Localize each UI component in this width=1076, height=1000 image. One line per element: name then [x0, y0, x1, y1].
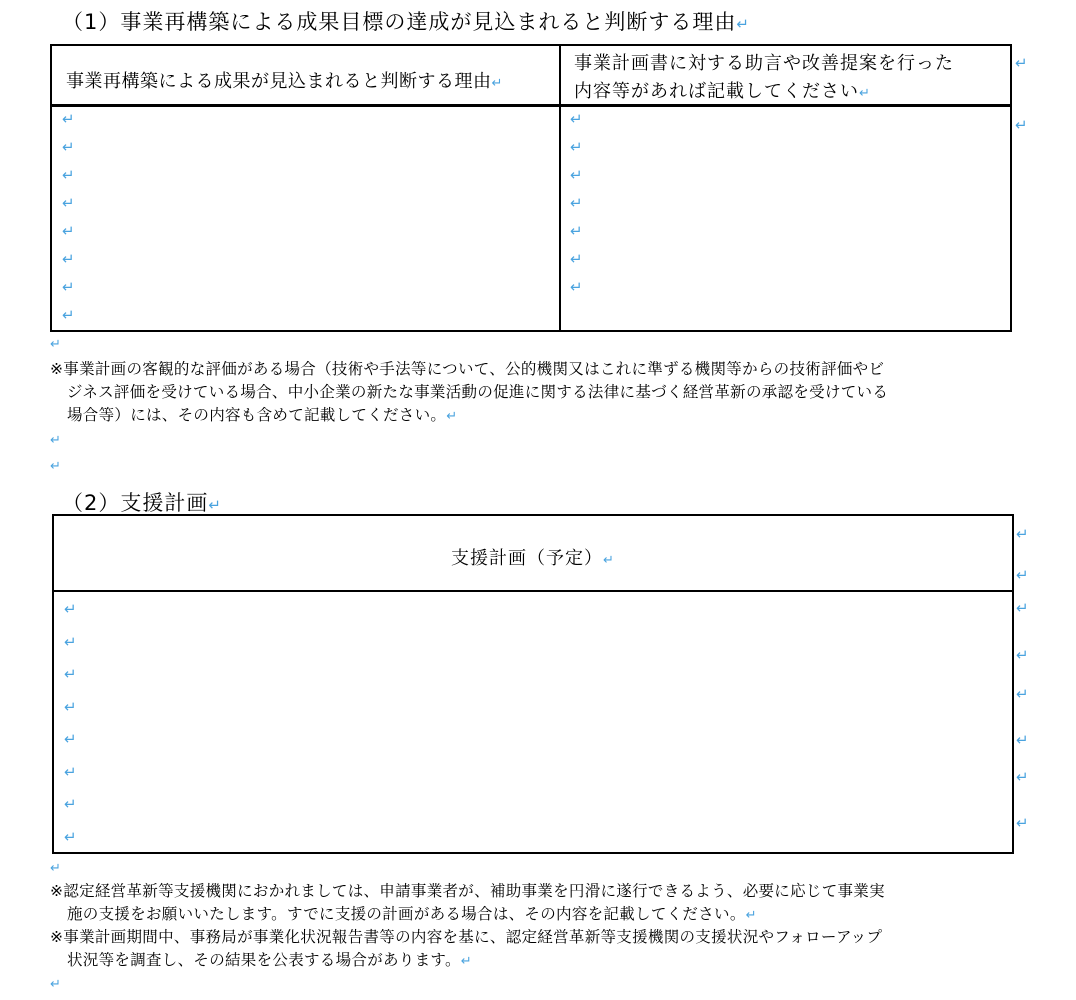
paragraph-mark: ↵ [446, 409, 458, 424]
empty-line[interactable]: ↵ [62, 166, 75, 184]
paragraph-mark: ↵ [736, 15, 750, 33]
disclosure-note-line2: 状況等を調査し、その結果を公表する場合があります。 [67, 951, 461, 969]
reason-input-cell[interactable] [62, 112, 75, 336]
support-plan-table [52, 514, 1014, 854]
empty-line[interactable]: ↵ [64, 827, 77, 846]
empty-line[interactable]: ↵ [64, 730, 77, 748]
support-plan-input-cell[interactable] [64, 602, 77, 862]
empty-line[interactable]: ↵ [64, 762, 77, 781]
advice-header-line2: 内容等があれば記載してください [574, 81, 859, 102]
evaluation-note-line2: ジネス評価を受けている場合、中小企業の新たな事業活動の促進に関する法律に基づく経営革新の承認を受けている [67, 383, 889, 401]
paragraph-mark: ↵ [745, 908, 757, 923]
table-header-divider [54, 590, 1012, 592]
support-note-line1: ※認定経営革新等支援機関におかれましては、申請事業者が、補助事業を円滑に遂行できるよう、必要に応じて事業実 [50, 882, 885, 900]
paragraph-mark: ↵ [859, 86, 871, 101]
empty-line[interactable]: ↵ [64, 665, 77, 683]
advice-header [574, 50, 954, 106]
empty-line[interactable]: ↵ [570, 166, 583, 184]
disclosure-note-line1: ※事業計画期間中、事務局が事業化状況報告書等の内容を基に、認定経営革新等支援機関の支援状況やフォローアップ [50, 928, 883, 946]
empty-line[interactable]: ↵ [570, 194, 583, 212]
empty-line[interactable]: ↵ [570, 110, 583, 128]
row-end-mark: ↵ [1016, 685, 1029, 703]
support-plan-header [54, 544, 1012, 570]
paragraph-mark: ↵ [50, 459, 61, 474]
paragraph-mark: ↵ [50, 861, 61, 876]
empty-line[interactable]: ↵ [62, 306, 75, 324]
row-end-mark: ↵ [1016, 646, 1029, 664]
empty-line[interactable]: ↵ [64, 697, 77, 716]
empty-line[interactable]: ↵ [570, 250, 583, 268]
empty-line[interactable]: ↵ [64, 600, 77, 618]
advice-input-cell[interactable] [570, 112, 583, 308]
empty-line[interactable]: ↵ [570, 138, 583, 156]
row-end-mark: ↵ [1016, 768, 1029, 786]
empty-line[interactable]: ↵ [570, 278, 583, 296]
advice-header-line1: 事業計画書に対する助言や改善提案を行った [574, 53, 954, 74]
empty-line[interactable]: ↵ [62, 278, 75, 296]
paragraph-mark: ↵ [50, 433, 61, 448]
section2-heading: （2）支援計画 [62, 491, 209, 515]
support-note-line2: 施の支援をお願いいたします。すでに支援の計画がある場合は、その内容を記載してください。 [67, 905, 746, 923]
empty-line[interactable]: ↵ [62, 250, 75, 268]
evaluation-note-line3: 場合等）には、その内容も含めて記載してください。 [67, 406, 447, 424]
reason-header-label: 事業再構築による成果が見込まれると判断する理由 [66, 71, 492, 92]
evaluation-note-line1: ※事業計画の客観的な評価がある場合（技術や手法等について、公的機関又はこれに準ずる機関等からの技術評価やビ [50, 360, 885, 378]
paragraph-mark: ↵ [50, 977, 61, 992]
evaluation-note [50, 358, 888, 427]
row-end-mark: ↵ [1015, 116, 1028, 134]
section1-heading-wrap [62, 6, 750, 36]
section1-heading: （1）事業再構築による成果目標の達成が見込まれると判断する理由 [62, 10, 737, 34]
paragraph-mark: ↵ [208, 496, 222, 514]
empty-line[interactable]: ↵ [64, 632, 77, 651]
empty-line[interactable]: ↵ [62, 194, 75, 212]
reason-table [50, 44, 1012, 332]
table-column-divider [559, 46, 561, 330]
row-end-mark: ↵ [1015, 54, 1028, 72]
reason-header [66, 67, 503, 93]
empty-line[interactable]: ↵ [64, 795, 77, 813]
paragraph-mark: ↵ [460, 954, 472, 969]
empty-line[interactable]: ↵ [62, 222, 75, 240]
row-end-mark: ↵ [1016, 525, 1029, 543]
paragraph-mark: ↵ [491, 76, 503, 91]
row-end-mark: ↵ [1016, 731, 1029, 749]
support-plan-header-label: 支援計画（予定） [451, 548, 604, 569]
empty-line[interactable]: ↵ [62, 138, 75, 156]
row-end-mark: ↵ [1016, 566, 1029, 584]
row-end-mark: ↵ [1016, 599, 1029, 617]
empty-line[interactable]: ↵ [62, 110, 75, 128]
paragraph-mark: ↵ [603, 553, 615, 568]
section2-heading-wrap [62, 487, 222, 517]
paragraph-mark: ↵ [50, 337, 61, 352]
support-note [50, 880, 885, 972]
row-end-mark: ↵ [1016, 814, 1029, 832]
empty-line[interactable]: ↵ [570, 222, 583, 240]
